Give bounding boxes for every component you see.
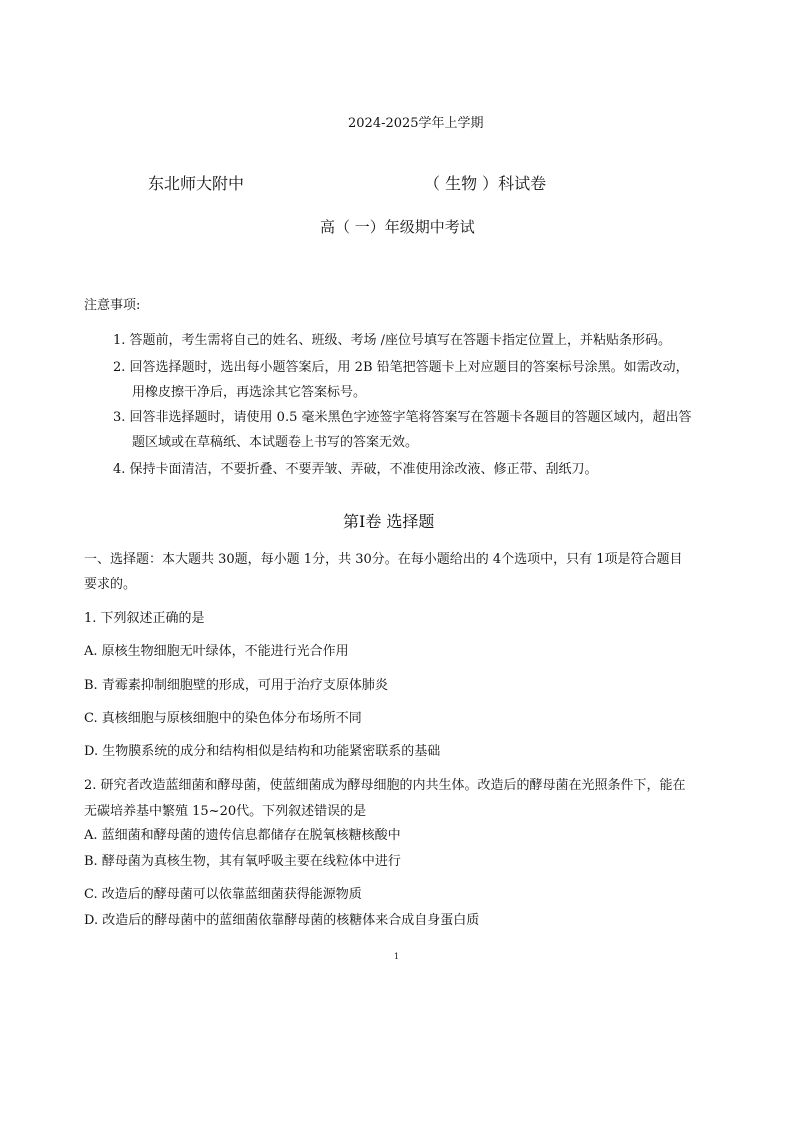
school-year: 2024-2025学年上学期 <box>348 116 484 131</box>
question-option: D. 改造后的酵母菌中的蓝细菌依靠酵母菌的核糖体来合成自身蛋白质 <box>84 913 480 928</box>
question-option: A. 原核生物细胞无叶绿体，不能进行光合作用 <box>84 644 349 659</box>
notice-title: 注意事项: <box>84 298 141 313</box>
question-option: D. 生物膜系统的成分和结构相似是结构和功能紧密联系的基础 <box>84 744 441 759</box>
question-option: A. 蓝细菌和酵母菌的遗传信息都储存在脱氧核糖核酸中 <box>84 828 401 843</box>
question-option: C. 改造后的酵母菌可以依靠蓝细菌获得能源物质 <box>84 887 362 902</box>
notice-item: 4. 保持卡面清洁，不要折叠、不要弄皱、弄破，不准使用涂改液、修正带、刮纸刀。 <box>113 462 598 477</box>
notice-item: 3. 回答非选择题时，请使用 0.5 毫米黑色字迹签字笔将答案写在答题卡各题目的答题区域内，超出答 <box>113 410 692 425</box>
notice-item-continued: 用橡皮擦干净后，再选涂其它答案标号。 <box>132 385 367 400</box>
section-title: 第Ⅰ卷 选择题 <box>343 512 435 531</box>
question-option: B. 酵母菌为真核生物，其有氧呼吸主要在线粒体中进行 <box>84 854 401 869</box>
question-stem: 2. 研究者改造蓝细菌和酵母菌，使蓝细菌成为酵母细胞的内共生体。改造后的酵母菌在光照条件下，能在 <box>84 778 686 793</box>
subject-title: （ 生物 ）科试卷 <box>424 174 547 193</box>
question-option: C. 真核细胞与原核细胞中的染色体分布场所不同 <box>84 711 362 726</box>
question-stem: 1. 下列叙述正确的是 <box>84 611 205 626</box>
section-intro: 一、选择题：本大题共 30题，每小题 1分，共 30分。在每小题给出的 4个选项中，只有 1项是符合题目 <box>84 552 683 567</box>
notice-item: 2. 回答选择题时，选出每小题答案后，用 2B 铅笔把答题卡上对应题目的答案标号涂黑。如需改动， <box>113 360 689 375</box>
question-option: B. 青霉素抑制细胞壁的形成，可用于治疗支原体肺炎 <box>84 678 388 693</box>
notice-item: 1. 答题前，考生需将自己的姓名、班级、考场 /座位号填写在答题卡指定位置上，并粘贴条形码。 <box>113 333 672 348</box>
page-number: 1 <box>394 952 400 961</box>
school-name: 东北师大附中 <box>148 174 245 193</box>
question-stem-continued: 无碳培养基中繁殖 15~20代。下列叙述错误的是 <box>84 804 367 819</box>
exam-title: 高（ 一）年级期中考试 <box>320 218 475 236</box>
notice-item-continued: 题区域或在草稿纸、本试题卷上书写的答案无效。 <box>132 435 419 450</box>
section-intro-continued: 要求的。 <box>84 577 137 592</box>
